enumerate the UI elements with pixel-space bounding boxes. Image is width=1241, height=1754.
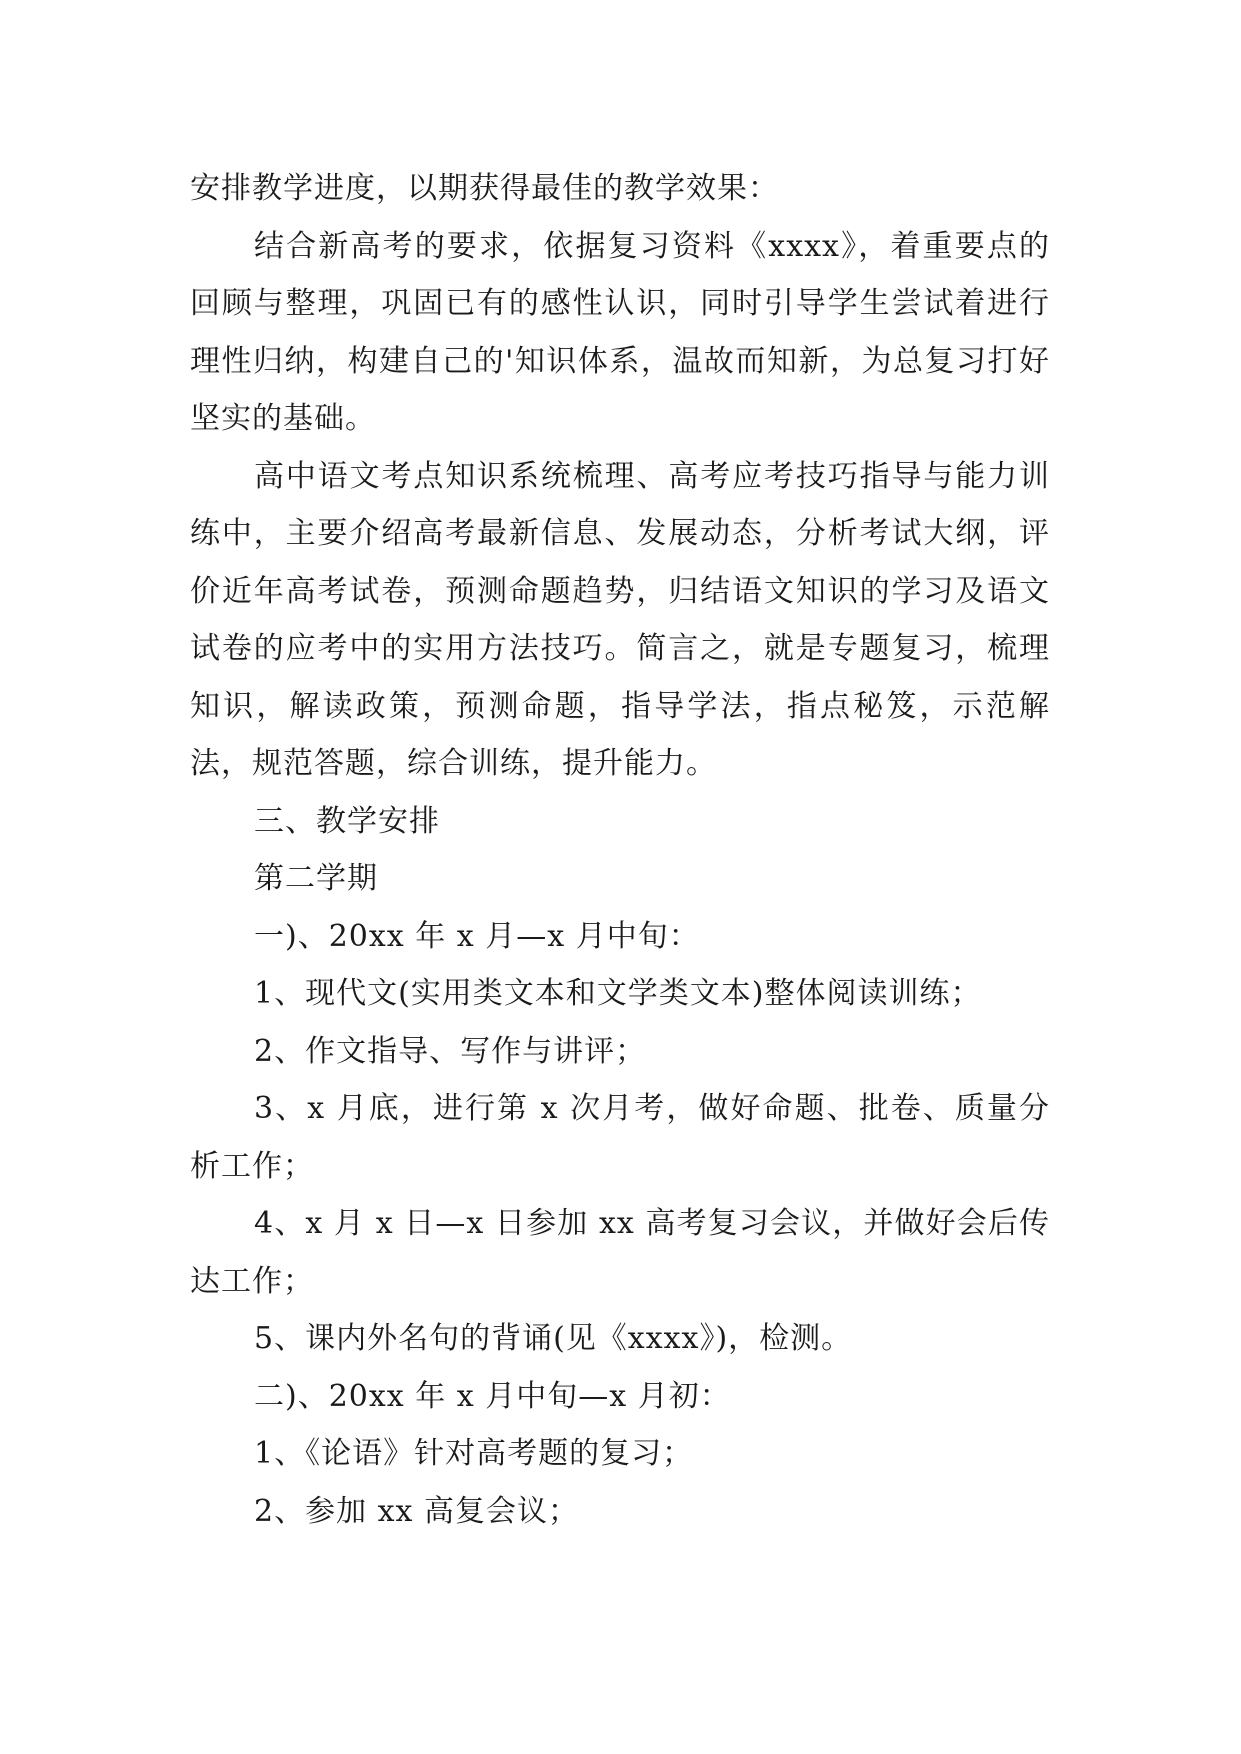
paragraph-progress-intro: 安排教学进度，以期获得最佳的教学效果： (190, 171, 779, 206)
paragraph-knowledge-system: 高中语文考点知识系统梳理、高考应考技巧指导与能力训练中，主要介绍高考最新信息、发展动态，分析考试大纲，评价近年高考试卷，预测命题趋势，归结语文知识的学习及语文试卷的应考中的实用方法技巧。简言之，就是专题复习，梳理知识，解读政策，预测命题，指导学法，指点秘笈，示范解法，规范答题，综合训练，提升能力。 (190, 458, 1050, 781)
list-item-1-4: 4、x 月 x 日—x 日参加 xx 高考复习会议，并做好会后传达工作； (190, 1206, 1050, 1299)
section-heading-teaching-plan: 三、教学安排 (254, 803, 440, 839)
list-item-2-2: 2、参加 xx 高复会议； (254, 1493, 579, 1529)
paragraph-review-approach: 结合新高考的要求，依据复习资料《xxxx》，着重要点的回顾与整理，巩固已有的感性认识，同时引导学生尝试着进行理性归纳，构建自己的'知识体系，温故而知新，为总复习打好坚实的基础。 (190, 228, 1050, 436)
list-item-1-1: 1、现代文(实用类文本和文学类文本)整体阅读训练； (254, 976, 982, 1011)
list-item-1-3: 3、x 月底，进行第 x 次月考，做好命题、批卷、质量分析工作； (190, 1091, 1050, 1184)
document-body (190, 160, 1050, 1540)
list-item-1-5: 5、课内外名句的背诵(见《xxxx》)，检测。 (254, 1321, 853, 1356)
period-heading-2: 二)、20xx 年 x 月中旬—x 月初： (254, 1378, 731, 1414)
period-heading-1: 一)、20xx 年 x 月—x 月中旬： (254, 918, 700, 954)
list-item-2-1: 1、《论语》针对高考题的复习； (254, 1436, 694, 1471)
semester-heading: 第二学期 (254, 861, 378, 896)
list-item-1-2: 2、作文指导、写作与讲评； (254, 1033, 647, 1069)
